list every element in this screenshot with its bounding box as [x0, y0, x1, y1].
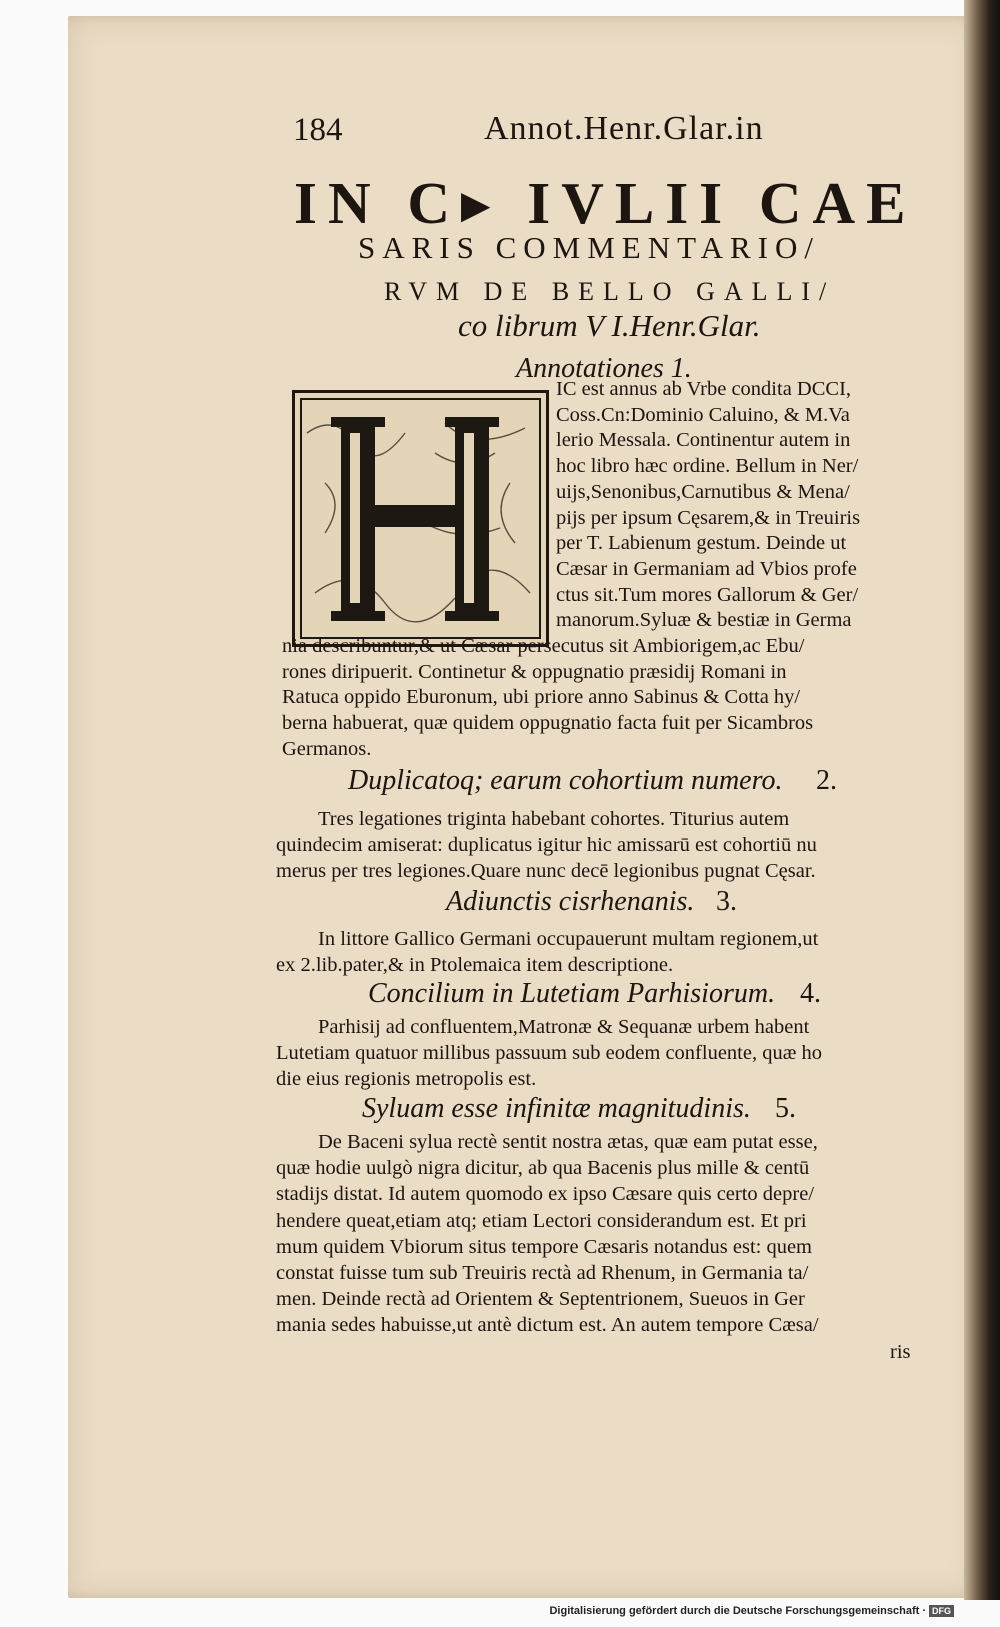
section-line: De Baceni sylua rectè sentit nostra ætas, quæ eam putat esse,: [318, 1131, 818, 1153]
section-line: merus per tres legiones.Quare nunc decē legionibus pugnat Cęsar.: [276, 860, 816, 882]
section-number: 5.: [775, 1093, 796, 1124]
paragraph-1-line: Cæsar in Germaniam ad Vbios profe: [556, 557, 857, 580]
section-line: Lutetiam quatuor millibus passuum sub eodem confluente, quæ ho: [276, 1042, 823, 1064]
paragraph-1-line: nia describuntur,& ut Cæsar persecutus sit Ambiorigem,ac Ebu/: [282, 635, 805, 657]
section-line: Tres legationes triginta habebant cohortes. Titurius autem: [318, 808, 790, 830]
page-number: 184: [293, 112, 343, 148]
title-line-1: IN C▸ IVLII CAE: [294, 170, 917, 236]
paragraph-1-line: ctus sit.Tum mores Gallorum & Ger/: [556, 583, 859, 606]
section-heading: Concilium in Lutetiam Parhisiorum.: [368, 978, 776, 1009]
title-line-3: RVM DE BELLO GALLI/: [384, 277, 836, 306]
section-line: constat fuisse tum sub Treuiris rectà ad Rhenum, in Germania ta/: [276, 1262, 809, 1284]
section-line: In littore Gallico Germani occupauerunt multam regionem,ut: [318, 928, 819, 950]
footer: [549, 1605, 954, 1617]
paragraph-1-line: pijs per ipsum Cęsarem,& in Treuiris: [556, 506, 861, 529]
section-line: die eius regionis metropolis est.: [276, 1068, 537, 1090]
paragraph-1-line: rones diripuerit. Continetur & oppugnatio præsidij Romani in: [282, 660, 787, 683]
footer-text: Digitalisierung gefördert durch die Deutsche Forschungsgemeinschaft ·: [549, 1605, 926, 1617]
paragraph-1-line: Ratuca oppido Eburonum, ubi priore anno Sabinus & Cotta hy/: [282, 686, 801, 709]
section-line: mania sedes habuisse,ut antè dictum est. An autem tempore Cæsa/: [276, 1314, 819, 1337]
section-line: quindecim amiserat: duplicatus igitur hic amissarū est cohortiū nu: [276, 834, 817, 856]
section-line: stadijs distat. Id autem quomodo ex ipso Cæsare quis certo depre/: [276, 1183, 815, 1206]
section-heading: Syluam esse infinitæ magnitudinis.: [362, 1093, 751, 1124]
section-line: mum quidem Vbiorum situs tempore Cæsaris notandus est: quem: [276, 1235, 813, 1258]
section-line: hendere queat,etiam atq; etiam Lectori considerandum est. Et pri: [276, 1209, 807, 1232]
annotationes-heading: Annotationes 1.: [516, 353, 692, 384]
section-number: 2.: [816, 765, 837, 796]
section-number: 4.: [800, 978, 821, 1009]
paragraph-1-line: uijs,Senonibus,Carnutibus & Mena/: [556, 480, 850, 503]
title-line-2: SARIS COMMENTARIO/: [358, 230, 820, 265]
section-line: quæ hodie uulgò nigra dicitur, ab qua Bacenis plus mille & centū: [276, 1157, 810, 1180]
paragraph-1-line: Coss.Cn:Dominio Caluino, & M.Va: [556, 403, 850, 426]
paragraph-1-line: manorum.Syluæ & bestiæ in Germa: [556, 609, 852, 632]
section-line: men. Deinde rectà ad Orientem & Septentrionem, Sueuos in Ger: [276, 1288, 805, 1311]
paragraph-1-line: Germanos.: [282, 737, 372, 760]
title-line-4: co librum V I.Henr.Glar.: [458, 308, 761, 343]
running-title: Annot.Henr.Glar.in: [484, 110, 764, 147]
section-heading: Duplicatoq; earum cohortium numero.: [348, 765, 783, 796]
section-heading: Adiunctis cisrhenanis.: [446, 886, 695, 917]
paragraph-1-line: lerio Messala. Continentur autem in: [556, 429, 851, 452]
paragraph-1-line: IC est annus ab Vrbe condita DCCI,: [556, 378, 852, 400]
section-number: 3.: [716, 886, 737, 917]
section-line: ris: [890, 1340, 911, 1363]
dfg-logo: DFG: [929, 1605, 954, 1617]
woodcut-initial: [292, 390, 549, 647]
paragraph-1-line: hoc libro hæc ordine. Bellum in Ner/: [556, 455, 859, 478]
book-spine: [964, 0, 1000, 1600]
paragraph-1-line: per T. Labienum gestum. Deinde ut: [556, 532, 847, 555]
paragraph-1-line: berna habuerat, quæ quidem oppugnatio facta fuit per Sicambros: [282, 712, 814, 735]
section-line: ex 2.lib.pater,& in Ptolemaica item descriptione.: [276, 954, 674, 976]
section-line: Parhisij ad confluentem,Matronæ & Sequanæ urbem habent: [318, 1016, 810, 1038]
